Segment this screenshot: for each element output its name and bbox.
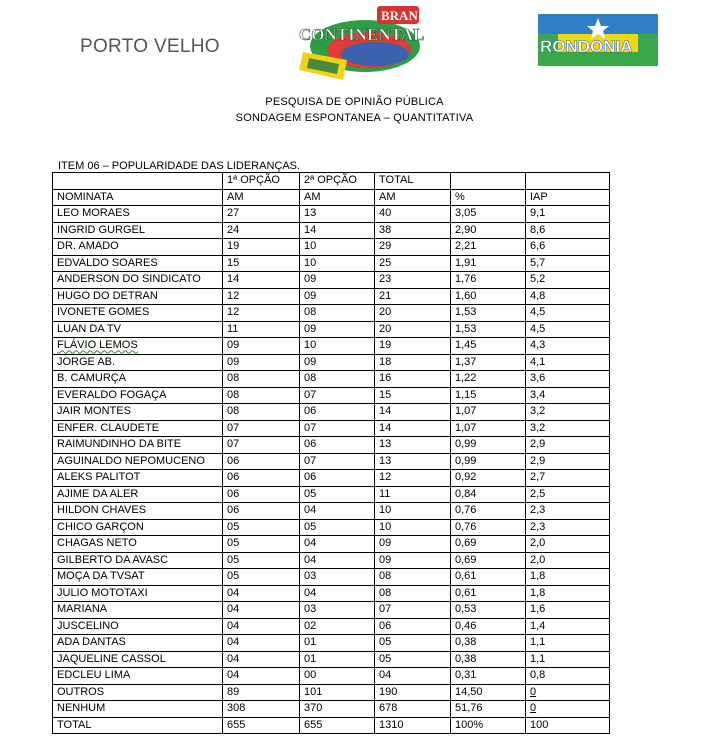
table-cell: 2,0: [526, 552, 610, 569]
table-cell: AM: [300, 189, 375, 206]
table-cell: 370: [300, 701, 375, 718]
table-cell: 15: [223, 255, 300, 272]
table-cell: 4,1: [526, 354, 610, 371]
table-cell: 5,7: [526, 255, 610, 272]
table-row: [53, 519, 610, 536]
table-row: [53, 354, 610, 371]
table-cell: LEO MORAES: [53, 206, 223, 223]
table-cell: 0,8: [526, 668, 610, 685]
table-cell: [526, 173, 610, 190]
table-cell: EDCLEU LIMA: [53, 668, 223, 685]
table-cell: 06: [300, 437, 375, 454]
table-cell: 1310: [375, 717, 451, 734]
table-cell: OUTROS: [53, 684, 223, 701]
table-row: [53, 668, 610, 685]
table-cell: 1,53: [451, 305, 526, 322]
table-row: [53, 387, 610, 404]
table-cell: 04: [375, 668, 451, 685]
city-title: PORTO VELHO: [80, 36, 220, 57]
table-row: [53, 684, 610, 701]
table-cell: HILDON CHAVES: [53, 503, 223, 520]
table-cell: 2,3: [526, 503, 610, 520]
table-cell: 5,2: [526, 272, 610, 289]
table-row: [53, 701, 610, 718]
table-cell: GILBERTO DA AVASC: [53, 552, 223, 569]
table-cell: 0,69: [451, 552, 526, 569]
table-cell: 0,38: [451, 635, 526, 652]
table-cell: 3,4: [526, 387, 610, 404]
table-cell: 13: [300, 206, 375, 223]
table-cell: 0,61: [451, 569, 526, 586]
table-cell: EVERALDO FOGAÇA: [53, 387, 223, 404]
table-row: [53, 437, 610, 454]
table-cell: 4,5: [526, 321, 610, 338]
table-cell: 08: [375, 585, 451, 602]
table-cell: 03: [300, 602, 375, 619]
table-cell: 1,22: [451, 371, 526, 388]
table-cell: 18: [375, 354, 451, 371]
table-cell: 655: [300, 717, 375, 734]
table-cell: 13: [375, 437, 451, 454]
table-cell: 25: [375, 255, 451, 272]
table-cell: 6,6: [526, 239, 610, 256]
table-cell: 655: [223, 717, 300, 734]
table-cell: 08: [300, 371, 375, 388]
table-cell: [451, 173, 526, 190]
table-cell: 101: [300, 684, 375, 701]
table-cell: 0: [526, 684, 610, 701]
table-cell: INGRID GURGEL: [53, 222, 223, 239]
table-row: [53, 536, 610, 553]
table-cell: 10: [300, 239, 375, 256]
table-cell: 0,61: [451, 585, 526, 602]
table-cell: 190: [375, 684, 451, 701]
table-cell: 04: [300, 503, 375, 520]
survey-title: PESQUISA DE OPINIÃO PÚBLICA: [265, 96, 444, 108]
table-cell: 1,53: [451, 321, 526, 338]
table-cell: 04: [223, 602, 300, 619]
table-cell: NENHUM: [53, 701, 223, 718]
table-cell: DR. AMADO: [53, 239, 223, 256]
table-row: [53, 420, 610, 437]
table-cell: 1,6: [526, 602, 610, 619]
table-row: [53, 305, 610, 322]
table-cell: 40: [375, 206, 451, 223]
table-cell: 09: [223, 354, 300, 371]
table-row: [53, 255, 610, 272]
table-cell: 0,53: [451, 602, 526, 619]
table-cell: 51,76: [451, 701, 526, 718]
table-cell: 01: [300, 635, 375, 652]
table-cell: MOÇA DA TVSAT: [53, 569, 223, 586]
table-row: [53, 453, 610, 470]
table-header-row: [53, 189, 610, 206]
svg-text:RONDONIA: RONDONIA: [540, 37, 633, 56]
table-cell: 19: [223, 239, 300, 256]
table-cell: ADA DANTAS: [53, 635, 223, 652]
table-cell: 11: [223, 321, 300, 338]
table-cell: 4,8: [526, 288, 610, 305]
table-cell: 04: [223, 618, 300, 635]
table-cell: 00: [300, 668, 375, 685]
table-cell: TOTAL: [53, 717, 223, 734]
table-cell: 1,1: [526, 651, 610, 668]
table-cell: 8,6: [526, 222, 610, 239]
table-cell: IVONETE GOMES: [53, 305, 223, 322]
table-row: [53, 470, 610, 487]
table-cell: 2,21: [451, 239, 526, 256]
table-cell: 0: [526, 701, 610, 718]
table-row: [53, 321, 610, 338]
table-cell: IAP: [526, 189, 610, 206]
table-cell: 16: [375, 371, 451, 388]
table-cell: 0,99: [451, 453, 526, 470]
table-cell: 24: [223, 222, 300, 239]
table-cell: FLÁVIO LEMOS: [53, 338, 223, 355]
table-cell: 10: [375, 503, 451, 520]
table-cell: %: [451, 189, 526, 206]
table-cell: 1,8: [526, 585, 610, 602]
table-cell: JUSCELINO: [53, 618, 223, 635]
table-cell: 1,8: [526, 569, 610, 586]
leaders-table-body: [53, 173, 610, 734]
table-cell: 02: [300, 618, 375, 635]
table-cell: 20: [375, 321, 451, 338]
table-cell: 20: [375, 305, 451, 322]
table-cell: 1,1: [526, 635, 610, 652]
table-row: [53, 618, 610, 635]
table-cell: 05: [375, 635, 451, 652]
table-cell: 09: [300, 321, 375, 338]
table-cell: 0,69: [451, 536, 526, 553]
table-cell: 06: [223, 503, 300, 520]
table-row: [53, 585, 610, 602]
table-cell: ENFER. CLAUDETE: [53, 420, 223, 437]
table-cell: 89: [223, 684, 300, 701]
table-cell: 3,05: [451, 206, 526, 223]
table-cell: 12: [375, 470, 451, 487]
table-cell: 01: [300, 651, 375, 668]
table-cell: 4,3: [526, 338, 610, 355]
table-cell: JAIR MONTES: [53, 404, 223, 421]
table-cell: 2ª OPÇÃO: [300, 173, 375, 190]
table-cell: 05: [375, 651, 451, 668]
table-cell: 27: [223, 206, 300, 223]
table-cell: AJIME DA ALER: [53, 486, 223, 503]
table-cell: 100: [526, 717, 610, 734]
table-cell: 09: [223, 338, 300, 355]
table-row: [53, 404, 610, 421]
table-cell: 0,84: [451, 486, 526, 503]
table-row: [53, 371, 610, 388]
table-cell: 10: [300, 255, 375, 272]
leaders-table: [52, 172, 610, 734]
table-cell: 03: [300, 569, 375, 586]
table-cell: 14: [300, 222, 375, 239]
table-row: [53, 503, 610, 520]
table-row: [53, 569, 610, 586]
svg-text:CONTINENTAL: CONTINENTAL: [299, 25, 425, 44]
table-cell: 0,76: [451, 503, 526, 520]
table-cell: 10: [300, 338, 375, 355]
table-row: [53, 239, 610, 256]
table-cell: 04: [300, 536, 375, 553]
table-group-header-row: [53, 173, 610, 190]
table-row: [53, 602, 610, 619]
continental-logo: [295, 2, 430, 82]
table-cell: 2,0: [526, 536, 610, 553]
table-cell: 14: [223, 272, 300, 289]
table-cell: 05: [300, 519, 375, 536]
table-cell: 23: [375, 272, 451, 289]
table-cell: 4,5: [526, 305, 610, 322]
table-row: [53, 272, 610, 289]
table-cell: 1,07: [451, 420, 526, 437]
table-cell: 0,92: [451, 470, 526, 487]
table-cell: 29: [375, 239, 451, 256]
table-cell: 08: [223, 404, 300, 421]
table-cell: ANDERSON DO SINDICATO: [53, 272, 223, 289]
table-cell: 1ª OPÇÃO: [223, 173, 300, 190]
table-cell: EDVALDO SOARES: [53, 255, 223, 272]
table-cell: 1,4: [526, 618, 610, 635]
table-row: [53, 206, 610, 223]
table-cell: 07: [223, 437, 300, 454]
svg-text:BRAN: BRAN: [381, 8, 418, 23]
table-cell: 3,6: [526, 371, 610, 388]
table-cell: 14: [375, 404, 451, 421]
table-row: [53, 288, 610, 305]
table-cell: 15: [375, 387, 451, 404]
table-total-row: [53, 717, 610, 734]
table-cell: 3,2: [526, 420, 610, 437]
table-cell: 06: [223, 453, 300, 470]
table-cell: 08: [223, 371, 300, 388]
table-cell: 04: [223, 668, 300, 685]
table-cell: 678: [375, 701, 451, 718]
table-cell: 05: [223, 552, 300, 569]
table-cell: 07: [300, 420, 375, 437]
table-cell: 13: [375, 453, 451, 470]
table-cell: 10: [375, 519, 451, 536]
table-cell: 07: [223, 420, 300, 437]
table-cell: 09: [375, 552, 451, 569]
table-cell: HUGO DO DETRAN: [53, 288, 223, 305]
survey-subtitle: SONDAGEM ESPONTANEA – QUANTITATIVA: [235, 112, 474, 124]
table-cell: 08: [300, 305, 375, 322]
table-cell: 1,37: [451, 354, 526, 371]
table-cell: 09: [300, 288, 375, 305]
table-cell: 38: [375, 222, 451, 239]
table-cell: 19: [375, 338, 451, 355]
table-cell: NOMINATA: [53, 189, 223, 206]
table-cell: TOTAL: [375, 173, 451, 190]
table-cell: 100%: [451, 717, 526, 734]
table-cell: AM: [223, 189, 300, 206]
table-cell: [53, 173, 223, 190]
table-cell: CHICO GARÇON: [53, 519, 223, 536]
table-row: [53, 338, 610, 355]
table-cell: 14,50: [451, 684, 526, 701]
table-row: [53, 552, 610, 569]
table-cell: JAQUELINE CASSOL: [53, 651, 223, 668]
table-row: [53, 635, 610, 652]
table-cell: 0,38: [451, 651, 526, 668]
table-cell: 2,5: [526, 486, 610, 503]
rondonia-flag-logo: [538, 14, 658, 66]
table-cell: 06: [375, 618, 451, 635]
table-cell: 09: [300, 272, 375, 289]
table-cell: 1,15: [451, 387, 526, 404]
table-cell: 09: [300, 354, 375, 371]
table-cell: 07: [300, 453, 375, 470]
table-cell: 12: [223, 288, 300, 305]
table-row: [53, 486, 610, 503]
table-cell: 0,76: [451, 519, 526, 536]
table-cell: 9,1: [526, 206, 610, 223]
table-row: [53, 222, 610, 239]
table-cell: 08: [223, 387, 300, 404]
table-cell: CHAGAS NETO: [53, 536, 223, 553]
table-cell: 2,9: [526, 453, 610, 470]
table-cell: 14: [375, 420, 451, 437]
table-cell: JORGE AB.: [53, 354, 223, 371]
table-cell: 04: [300, 552, 375, 569]
table-cell: AGUINALDO NEPOMUCENO: [53, 453, 223, 470]
table-cell: 07: [375, 602, 451, 619]
table-cell: 09: [375, 536, 451, 553]
table-cell: 0,46: [451, 618, 526, 635]
table-cell: 06: [223, 486, 300, 503]
table-cell: JULIO MOTOTAXI: [53, 585, 223, 602]
table-cell: 1,76: [451, 272, 526, 289]
table-cell: 2,9: [526, 437, 610, 454]
table-cell: 2,7: [526, 470, 610, 487]
table-cell: 308: [223, 701, 300, 718]
table-cell: 12: [223, 305, 300, 322]
table-cell: 04: [223, 585, 300, 602]
table-cell: 2,3: [526, 519, 610, 536]
table-cell: 05: [223, 536, 300, 553]
table-cell: 05: [223, 569, 300, 586]
table-cell: RAIMUNDINHO DA BITE: [53, 437, 223, 454]
table-cell: LUAN DA TV: [53, 321, 223, 338]
table-cell: 04: [300, 585, 375, 602]
table-cell: 0,99: [451, 437, 526, 454]
table-cell: MARIANA: [53, 602, 223, 619]
table-cell: 1,60: [451, 288, 526, 305]
item-title: ITEM 06 – POPULARIDADE DAS LIDERANÇAS.: [58, 160, 301, 172]
table-cell: AM: [375, 189, 451, 206]
table-cell: 05: [223, 519, 300, 536]
table-cell: 11: [375, 486, 451, 503]
table-cell: 07: [300, 387, 375, 404]
table-cell: 2,90: [451, 222, 526, 239]
table-cell: 1,07: [451, 404, 526, 421]
table-cell: 04: [223, 635, 300, 652]
table-row: [53, 651, 610, 668]
table-cell: 0,31: [451, 668, 526, 685]
table-cell: 06: [223, 470, 300, 487]
table-cell: 06: [300, 470, 375, 487]
table-cell: 08: [375, 569, 451, 586]
table-cell: 1,45: [451, 338, 526, 355]
table-cell: 21: [375, 288, 451, 305]
table-cell: 05: [300, 486, 375, 503]
table-cell: 06: [300, 404, 375, 421]
table-cell: B. CAMURÇA: [53, 371, 223, 388]
table-cell: 3,2: [526, 404, 610, 421]
table-cell: ALEKS PALITOT: [53, 470, 223, 487]
table-cell: 1,91: [451, 255, 526, 272]
table-cell: 04: [223, 651, 300, 668]
